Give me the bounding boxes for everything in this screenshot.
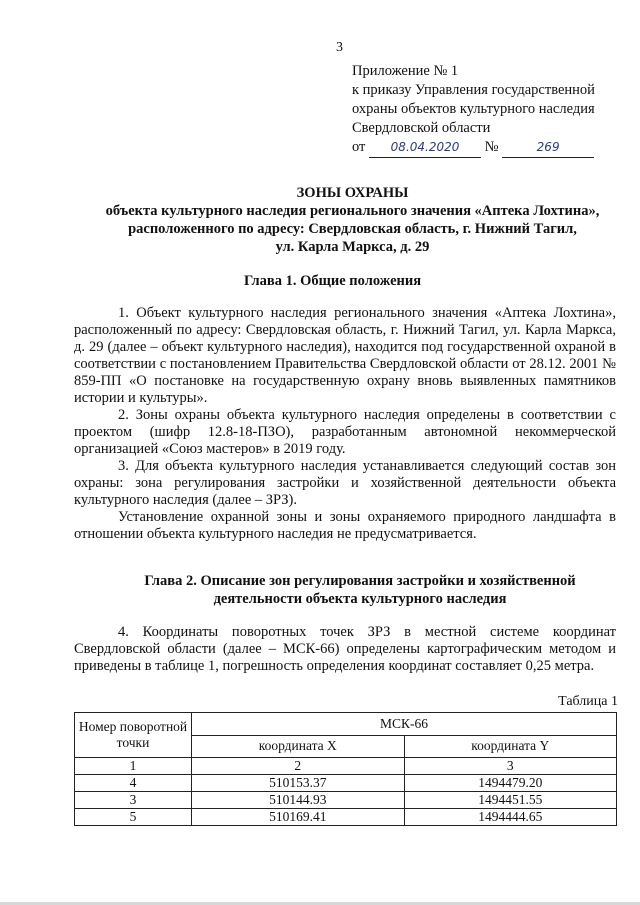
header-coord-y: координата Y xyxy=(404,735,617,758)
table-row xyxy=(75,809,617,826)
chapter-1-heading: Глава 1. Общие положения xyxy=(243,273,422,289)
paragraph-3: 3. Для объекта культурного наследия устанавливается следующий состав зон охраны: зона регулирования застройки и хозяйственной деятельности объекта культурного наследия (далее – ЗРЗ). xyxy=(74,458,616,508)
document-title xyxy=(60,184,640,256)
header-coord-x: координата X xyxy=(192,735,405,758)
number-field xyxy=(502,138,594,158)
appendix-line: Приложение № 1 xyxy=(352,63,459,79)
column-number: 3 xyxy=(404,758,617,775)
chapter-2-heading xyxy=(80,572,640,608)
header-point-number: Номер поворотной точки xyxy=(75,713,192,758)
title-line: ЗОНЫ ОХРАНЫ xyxy=(296,185,409,201)
y-cell: 1494451.55 xyxy=(404,792,617,809)
paragraph-4: Установление охранной зоны и зоны охраняемого природного ландшафта в отношении объекта культурного наследия не предусматривается. xyxy=(74,509,616,542)
column-number: 2 xyxy=(192,758,405,775)
date-handwritten: 08.04.2020 xyxy=(390,140,460,154)
coordinates-table xyxy=(74,712,617,826)
appendix-block xyxy=(352,62,595,158)
number-handwritten: 269 xyxy=(536,140,560,154)
order-date-number xyxy=(352,138,595,158)
point-cell: 3 xyxy=(75,792,192,809)
table-caption: Таблица 1 xyxy=(558,694,618,709)
number-label: № xyxy=(484,139,499,155)
chapter-2-heading-line: деятельности объекта культурного наследия xyxy=(213,591,507,607)
appendix-line: Свердловской области xyxy=(352,120,491,136)
chapter-2-body xyxy=(74,624,616,675)
chapter-1-body xyxy=(74,305,616,543)
x-cell: 510169.41 xyxy=(192,809,405,826)
column-number: 1 xyxy=(75,758,192,775)
page-number: 3 xyxy=(336,40,343,55)
table-row xyxy=(75,775,617,792)
title-line: расположенного по адресу: Свердловская область, г. Нижний Тагил, xyxy=(128,221,577,237)
x-cell: 510144.93 xyxy=(192,792,405,809)
title-line: ул. Карла Маркса, д. 29 xyxy=(275,239,430,255)
header-msk66: МСК-66 xyxy=(192,713,617,736)
chapter-2-heading-line: Глава 2. Описание зон регулирования застройки и хозяйственной xyxy=(144,573,576,589)
x-cell: 510153.37 xyxy=(192,775,405,792)
title-line: объекта культурного наследия регионального значения «Аптека Лохтина», xyxy=(105,203,600,219)
point-cell: 4 xyxy=(75,775,192,792)
y-cell: 1494444.65 xyxy=(404,809,617,826)
date-field xyxy=(369,138,481,158)
paragraph-coordinates: 4. Координаты поворотных точек ЗРЗ в местной системе координат Свердловской области (далее – МСК-66) определены картографическим методом и приведены в таблице 1, погрешность определения координат составляет 0,25 метра. xyxy=(74,624,616,674)
paragraph-1: 1. Объект культурного наследия регионального значения «Аптека Лохтина», расположенный по адресу: Свердловская область, г. Нижний Тагил, ул. Карла Маркса, д. 29 (далее – объект культурного наследия), находится под государственной охраной в соответствии с постановлением Правительства Свердловской области от 28.12. 2001 № 859-ПП «О постановке на государственную охрану вновь выявленных памятников истории и культуры». xyxy=(74,305,616,406)
table-row xyxy=(75,792,617,809)
appendix-line: к приказу Управления государственной xyxy=(352,82,595,98)
paragraph-2: 2. Зоны охраны объекта культурного наследия определены в соответствии с проектом (шифр 12.8-18-ПЗО), разработанным автономной некоммерческой организацией «Союз мастеров» в 2019 году. xyxy=(74,407,616,457)
y-cell: 1494479.20 xyxy=(404,775,617,792)
date-label: от xyxy=(352,139,366,155)
appendix-line: охраны объектов культурного наследия xyxy=(352,101,595,117)
point-cell: 5 xyxy=(75,809,192,826)
